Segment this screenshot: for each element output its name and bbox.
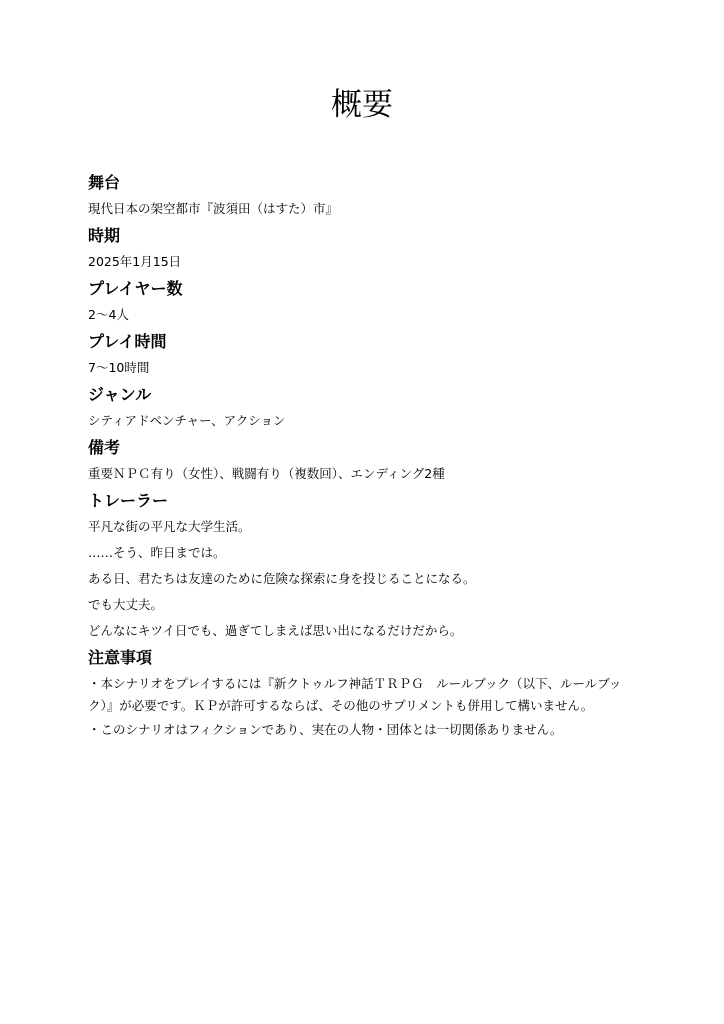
section-text-notes: 重要ＮＰＣ有り（女性）、戦闘有り（複数回）、エンディング2種 [88, 466, 445, 481]
section-period [88, 222, 640, 275]
section-heading-notes: 備考 [88, 438, 121, 457]
trailer-line: でも大丈夫。 [88, 597, 164, 612]
section-playtime [88, 328, 640, 381]
section-heading-caution: 注意事項 [88, 648, 153, 667]
trailer-line: 平凡な街の平凡な大学生活。 [88, 519, 251, 534]
section-heading-genre: ジャンル [88, 385, 152, 404]
section-notes [88, 434, 640, 487]
section-stage [88, 169, 640, 222]
section-caution [88, 644, 640, 741]
section-trailer [88, 487, 640, 644]
section-text-playtime: 7〜10時間 [88, 360, 150, 375]
caution-item: ・本シナリオをプレイするには『新クトゥルフ神話ＴＲＰＧ ルールブック（以下、ルールブック）』が必要です。ＫＰが許可するならば、その他のサプリメントも併用して構いません。 [88, 676, 622, 713]
section-heading-playtime: プレイ時間 [88, 332, 167, 351]
section-heading-stage: 舞台 [88, 173, 121, 192]
trailer-line: ……そう、昨日までは。 [88, 545, 226, 560]
section-heading-players: プレイヤー数 [88, 279, 183, 298]
caution-item: ・このシナリオはフィクションであり、実在の人物・団体とは一切関係ありません。 [88, 722, 563, 737]
section-text-period: 2025年1月15日 [88, 254, 182, 269]
trailer-line: どんなにキツイ日でも、過ぎてしまえば思い出になるだけだから。 [88, 623, 463, 638]
section-text-genre: シティアドベンチャー、アクション [88, 413, 286, 428]
section-text-players: 2〜4人 [88, 307, 129, 322]
section-players [88, 275, 640, 328]
overview-content [88, 169, 640, 743]
section-heading-trailer: トレーラー [88, 491, 169, 510]
section-heading-period: 時期 [88, 226, 121, 245]
page-title: 概要 [331, 87, 393, 123]
section-genre [88, 381, 640, 434]
trailer-line: ある日、君たちは友達のために危険な探索に身を投じることになる。 [88, 571, 476, 586]
section-text-stage: 現代日本の架空都市『波須田（はすた）市』 [88, 201, 339, 216]
